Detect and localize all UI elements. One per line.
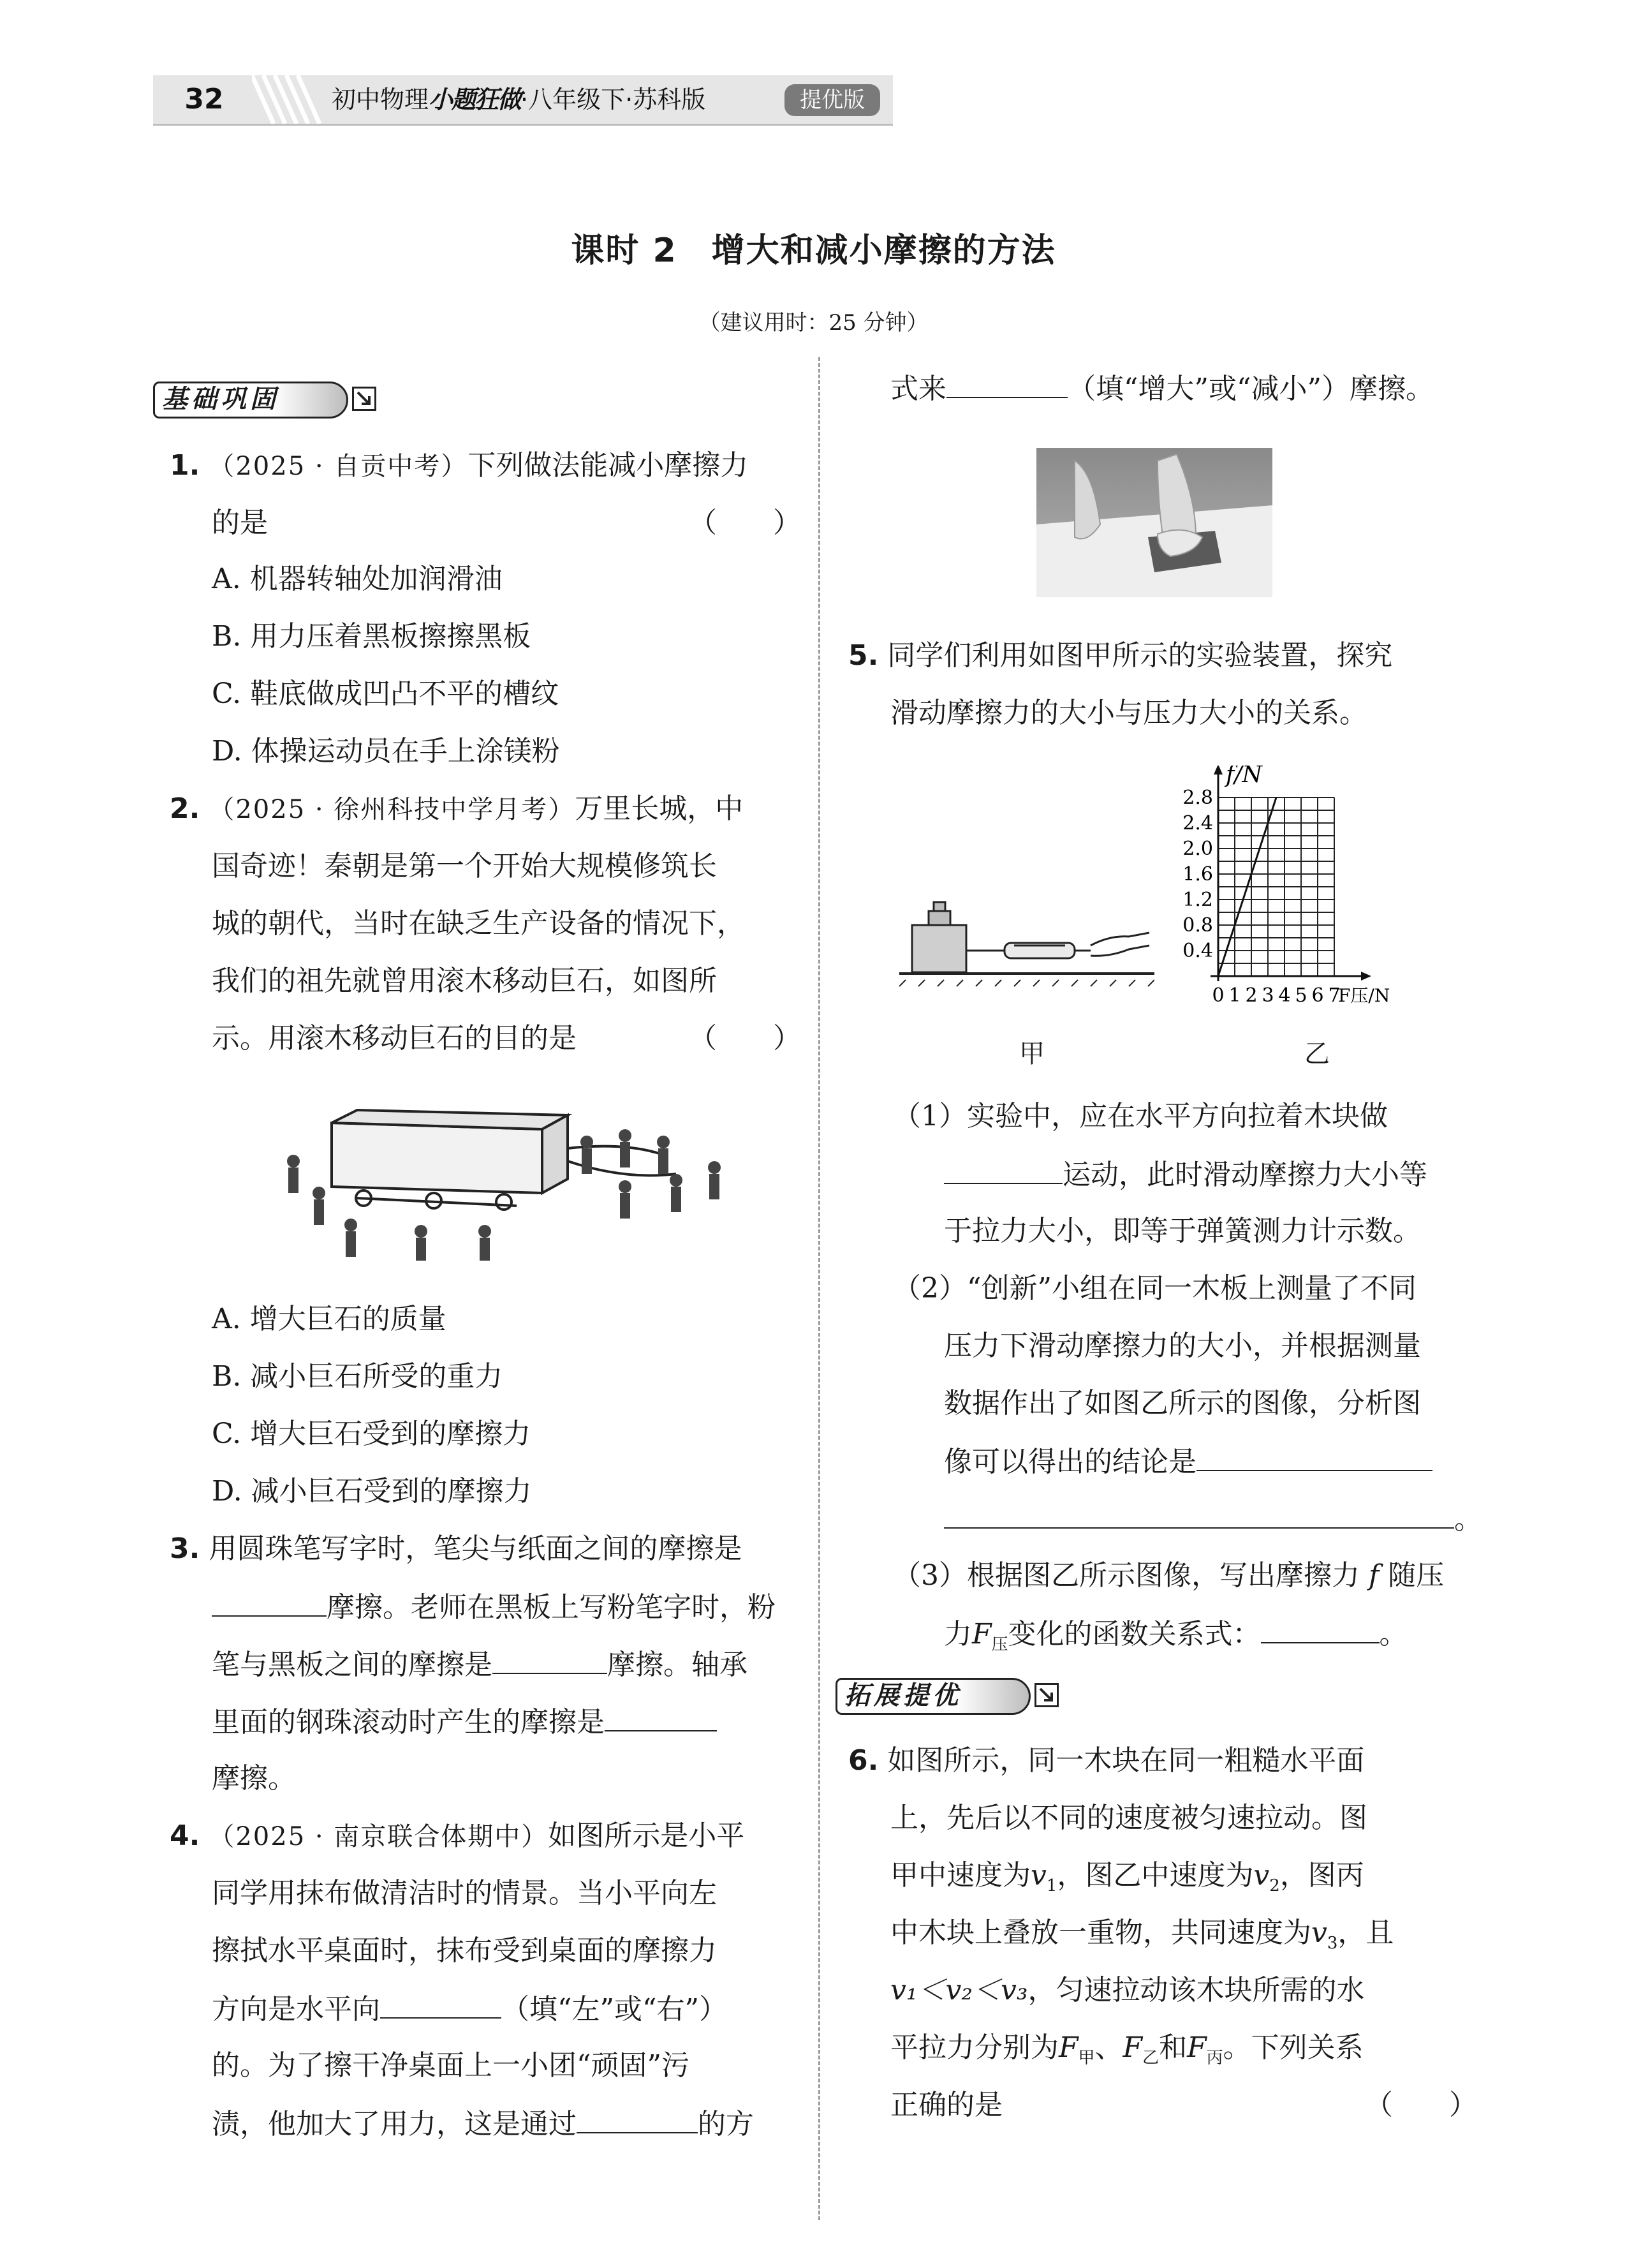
- q5-p3-F: F: [972, 1618, 992, 1650]
- x-tick-label: 6: [1311, 984, 1324, 1007]
- q4-source: （2025 · 南京联合体期中）: [209, 1822, 548, 1851]
- q6-F3-sub: 丙: [1206, 2048, 1223, 2068]
- x-tick-label: 0: [1212, 984, 1225, 1007]
- q4-text-3: 擦拭水平桌面时，抹布受到桌面的摩擦力: [212, 1934, 717, 1967]
- q6-F2-sub: 乙: [1142, 2048, 1160, 2068]
- x-axis-arrow: [1361, 972, 1371, 981]
- q2-option-c: C. 增大巨石受到的摩擦力: [212, 1418, 531, 1450]
- q5-p1-c: 于拉力大小，即等于弹簧测力计示数。: [944, 1215, 1421, 1247]
- q3-line-2: [212, 1587, 776, 1627]
- q1-number: 1.: [170, 449, 200, 482]
- q4-line-4: [212, 1989, 727, 2029]
- q1-option-c: C. 鞋底做成凹凸不平的槽纹: [212, 678, 559, 710]
- q4-number: 4.: [170, 1820, 200, 1852]
- q5-number: 5.: [848, 639, 879, 672]
- q1-option-d: D. 体操运动员在手上涂镁粉: [212, 735, 560, 767]
- q5-p1-a: （1）实验中，应在水平方向拉着木块做: [893, 1100, 1388, 1132]
- x-tick-label: 3: [1262, 984, 1274, 1007]
- q5-p2-e: 。: [1454, 1503, 1482, 1536]
- q6-line-4: [890, 1914, 1394, 1962]
- x-tick-label: 5: [1295, 984, 1307, 1007]
- q5-blank-4[interactable]: [1261, 1614, 1380, 1643]
- q6-F2: F: [1123, 2031, 1143, 2064]
- q6-text-5b: ，匀速拉动该木块所需的水: [1027, 1974, 1365, 2006]
- y-tick-label: 1.2: [1182, 889, 1213, 911]
- chart-x-label: F压/N: [1338, 985, 1390, 1006]
- q1-answer-paren: （ ）: [689, 507, 801, 539]
- q2-text-5: 示。用滚木移动巨石的目的是: [212, 1022, 577, 1055]
- q5-p2-c: 数据作出了如图乙所示的图像，分析图: [944, 1387, 1421, 1419]
- q6-F1: F: [1059, 2031, 1079, 2064]
- q2-option-a: A. 增大巨石的质量: [212, 1303, 446, 1335]
- q4-line-1: [170, 1817, 744, 1856]
- q1-option-b: B. 用力压着黑板擦擦黑板: [212, 620, 531, 653]
- q4-text-4b: （填“左”或“右”）: [501, 1993, 727, 2026]
- q4-text-4a: 方向是水平向: [212, 1993, 380, 2026]
- q6-line-6: [890, 2029, 1364, 2077]
- q3-blank-3[interactable]: [605, 1702, 717, 1731]
- page-number: 32: [184, 83, 224, 115]
- q6-answer-paren: （ ）: [1365, 2089, 1477, 2121]
- chart-y-ticks: [1182, 787, 1213, 962]
- y-tick-label: 1.6: [1182, 863, 1213, 886]
- section-basic-label: 基础巩固: [162, 385, 279, 414]
- column-divider: [818, 357, 820, 2220]
- q3-text-3b: 摩擦。轴承: [607, 1649, 747, 1681]
- section-basic: [153, 382, 383, 417]
- q6-F1-sub: 甲: [1078, 2048, 1095, 2068]
- section-extend: [836, 1678, 1065, 1714]
- q6-v1-sub: 1: [1046, 1876, 1057, 1895]
- q6-v2-sub: 2: [1269, 1876, 1280, 1895]
- q6-text-7: 正确的是: [890, 2089, 1003, 2121]
- y-tick-label: 2.0: [1182, 838, 1213, 860]
- q5-text-1: 同学们利用如图甲所示的实验装置，探究: [887, 639, 1393, 672]
- arrow-down-right-icon: [1034, 1683, 1059, 1707]
- q4-blank-2[interactable]: [577, 2104, 698, 2133]
- q3-text-2: 摩擦。老师在黑板上写粉笔字时，粉: [327, 1591, 776, 1624]
- q5-p3-b: 随压: [1388, 1559, 1445, 1592]
- fig-label-jia: 甲: [1019, 1039, 1045, 1069]
- q5-p1-b: 运动，此时滑动摩擦力大小等: [1063, 1159, 1427, 1191]
- q3-text-5: 摩擦。: [212, 1762, 296, 1795]
- q2-text-2: 国奇迹！秦朝是第一个开始大规模修筑长: [212, 850, 717, 882]
- x-tick-label: 7: [1328, 984, 1341, 1007]
- q6-sep: 、: [1094, 2031, 1123, 2064]
- x-tick-label: 1: [1228, 984, 1241, 1007]
- q4-text-5: 的。为了擦干净桌面上一小团“顽固”污: [212, 2049, 689, 2082]
- x-tick-label: 4: [1278, 984, 1291, 1007]
- y-tick-label: 2.4: [1182, 812, 1213, 834]
- q6-text-2: 上，先后以不同的速度被匀速拉动。图: [890, 1802, 1367, 1834]
- q6-text-4b: ，且: [1337, 1916, 1394, 1949]
- y-tick-label: 0.4: [1182, 940, 1213, 962]
- series-suffix: ·八年级下·苏科版: [520, 85, 706, 114]
- y-tick-label: 2.8: [1182, 787, 1213, 809]
- q5-p3-f: f: [1369, 1559, 1380, 1592]
- q3-blank-1[interactable]: [212, 1587, 327, 1617]
- rolling-logs-figure: [268, 1104, 753, 1270]
- q6-line-1: [848, 1742, 1364, 1780]
- q5-p3-line-a: [893, 1557, 1444, 1595]
- q4-line-7: [890, 369, 1434, 408]
- fig-label-yi: 乙: [1304, 1039, 1330, 1069]
- q6-text-6b: 和: [1159, 2031, 1188, 2064]
- q6-F3: F: [1187, 2031, 1207, 2064]
- section-extend-label: 拓展提优: [844, 1681, 962, 1710]
- q6-text-3b: ，图乙中速度为: [1057, 1859, 1254, 1892]
- q2-text-4: 我们的祖先就曾用滚木移动巨石，如图所: [212, 965, 717, 997]
- y-axis-arrow: [1214, 766, 1223, 775]
- q6-line-5: [890, 1971, 1365, 2010]
- q3-line-1: [170, 1530, 742, 1568]
- q4-text-7b: （填“增大”或“减小”）摩擦。: [1068, 373, 1434, 405]
- arrow-down-right-icon: [352, 387, 376, 411]
- q5-line-1: [848, 637, 1392, 675]
- q2-source: （2025 · 徐州科技中学月考）: [209, 795, 575, 824]
- q4-text-7a: 式来: [890, 373, 946, 405]
- spring-scale-apparatus: [899, 874, 1154, 1008]
- y-tick-label: 0.8: [1182, 914, 1213, 937]
- q6-velocity-relation: v₁＜v₂＜v₃: [890, 1974, 1028, 2006]
- q2-text-3: 城的朝代，当时在缺乏生产设备的情况下，: [212, 907, 745, 940]
- q4-text-1: 如图所示是小平: [548, 1820, 745, 1852]
- q2-option-d: D. 减小巨石受到的摩擦力: [212, 1475, 532, 1508]
- q4-text-2: 同学用抹布做清洁时的情景。当小平向左: [212, 1877, 717, 1909]
- q5-blank-1[interactable]: [944, 1155, 1063, 1184]
- q5-p2-line-d: [944, 1442, 1432, 1481]
- lesson-title: 课时 2 增大和减小摩擦的方法: [571, 232, 1056, 270]
- q3-line-3: [212, 1645, 747, 1684]
- q1-line-1: [170, 447, 748, 485]
- q3-text-3a: 笔与黑板之间的摩擦是: [212, 1649, 492, 1681]
- q6-text-3c: ，图丙: [1279, 1859, 1364, 1892]
- q3-text-4: 里面的钢珠滚动时产生的摩擦是: [212, 1706, 605, 1738]
- q5-blank-2[interactable]: [1196, 1442, 1432, 1471]
- edition-badge: 提优版: [784, 84, 880, 116]
- q6-text-6a: 平拉力分别为: [890, 2031, 1059, 2064]
- series-prefix: 初中物理: [332, 85, 429, 114]
- q3-text-1: 用圆珠笔写字时，笔尖与纸面之间的摩擦是: [209, 1532, 742, 1565]
- q5-p2-line-e: [944, 1499, 1482, 1539]
- q5-p3-d: 变化的函数关系式：: [1008, 1618, 1261, 1650]
- q5-p3-line-c: [944, 1614, 1408, 1664]
- q4-blank-1[interactable]: [380, 1989, 501, 2019]
- q6-text-4a: 中木块上叠放一重物，共同速度为: [890, 1916, 1311, 1949]
- q2-option-b: B. 减小巨石所受的重力: [212, 1360, 503, 1393]
- time-hint: （建议用时：25 分钟）: [698, 310, 929, 336]
- header-rule: [153, 124, 893, 126]
- q4-line-6: [212, 2104, 754, 2144]
- q5-p3-e: 。: [1379, 1618, 1408, 1650]
- q5-p3-a: （3）根据图乙所示图像，写出摩擦力: [893, 1559, 1360, 1592]
- series-brand: 小题狂做: [429, 85, 521, 114]
- q5-p3-c: 力: [944, 1618, 972, 1650]
- q1-source: （2025 · 自贡中考）: [209, 452, 468, 481]
- q2-number: 2.: [170, 792, 200, 825]
- q5-p2-b: 压力下滑动摩擦力的大小，并根据测量: [944, 1330, 1421, 1362]
- friction-chart: [1167, 766, 1473, 1021]
- q1-stem-b: 的是: [212, 507, 268, 539]
- q6-text-3a: 甲中速度为: [890, 1859, 1031, 1892]
- x-tick-label: 2: [1245, 984, 1258, 1007]
- q2-answer-paren: （ ）: [689, 1022, 801, 1055]
- q6-v2: v: [1253, 1859, 1270, 1892]
- q5-p2-a: （2）“创新”小组在同一木板上测量了不同: [893, 1272, 1417, 1305]
- q3-blank-2[interactable]: [492, 1645, 607, 1674]
- q6-v3-sub: 3: [1327, 1933, 1338, 1953]
- q6-text-6c: 。下列关系: [1223, 2031, 1364, 2064]
- q5-p1-line-b: [944, 1155, 1427, 1194]
- q3-line-4: [212, 1702, 717, 1742]
- q6-v3: v: [1311, 1916, 1327, 1949]
- q3-number: 3.: [170, 1532, 200, 1565]
- q1-stem-a: 下列做法能减小摩擦力: [467, 449, 749, 482]
- chart-y-label: f/N: [1226, 766, 1262, 788]
- series-title: [332, 79, 705, 120]
- q4-text-6b: 的方: [698, 2108, 754, 2140]
- q4-blank-3[interactable]: [946, 369, 1068, 398]
- chart-x-ticks: [1212, 984, 1340, 1007]
- q5-text-2: 滑动摩擦力的大小与压力大小的关系。: [890, 697, 1367, 729]
- q2-text-1: 万里长城，中: [575, 792, 744, 825]
- q4-text-6a: 渍，他加大了用力，这是通过: [212, 2108, 577, 2140]
- wiping-table-photo: [1036, 448, 1272, 597]
- q2-line-1: [170, 790, 743, 829]
- q5-blank-3[interactable]: [944, 1499, 1454, 1529]
- q6-line-3: [890, 1857, 1364, 1905]
- header-stripes: [252, 75, 322, 124]
- q5-p2-d: 像可以得出的结论是: [944, 1446, 1196, 1478]
- chart-grid: [1218, 797, 1334, 976]
- q6-v1: v: [1031, 1859, 1047, 1892]
- q5-p3-sub: 压: [991, 1634, 1008, 1654]
- q6-text-1: 如图所示，同一木块在同一粗糙水平面: [887, 1744, 1365, 1777]
- q1-option-a: A. 机器转轴处加润滑油: [212, 563, 503, 595]
- q6-number: 6.: [848, 1744, 879, 1777]
